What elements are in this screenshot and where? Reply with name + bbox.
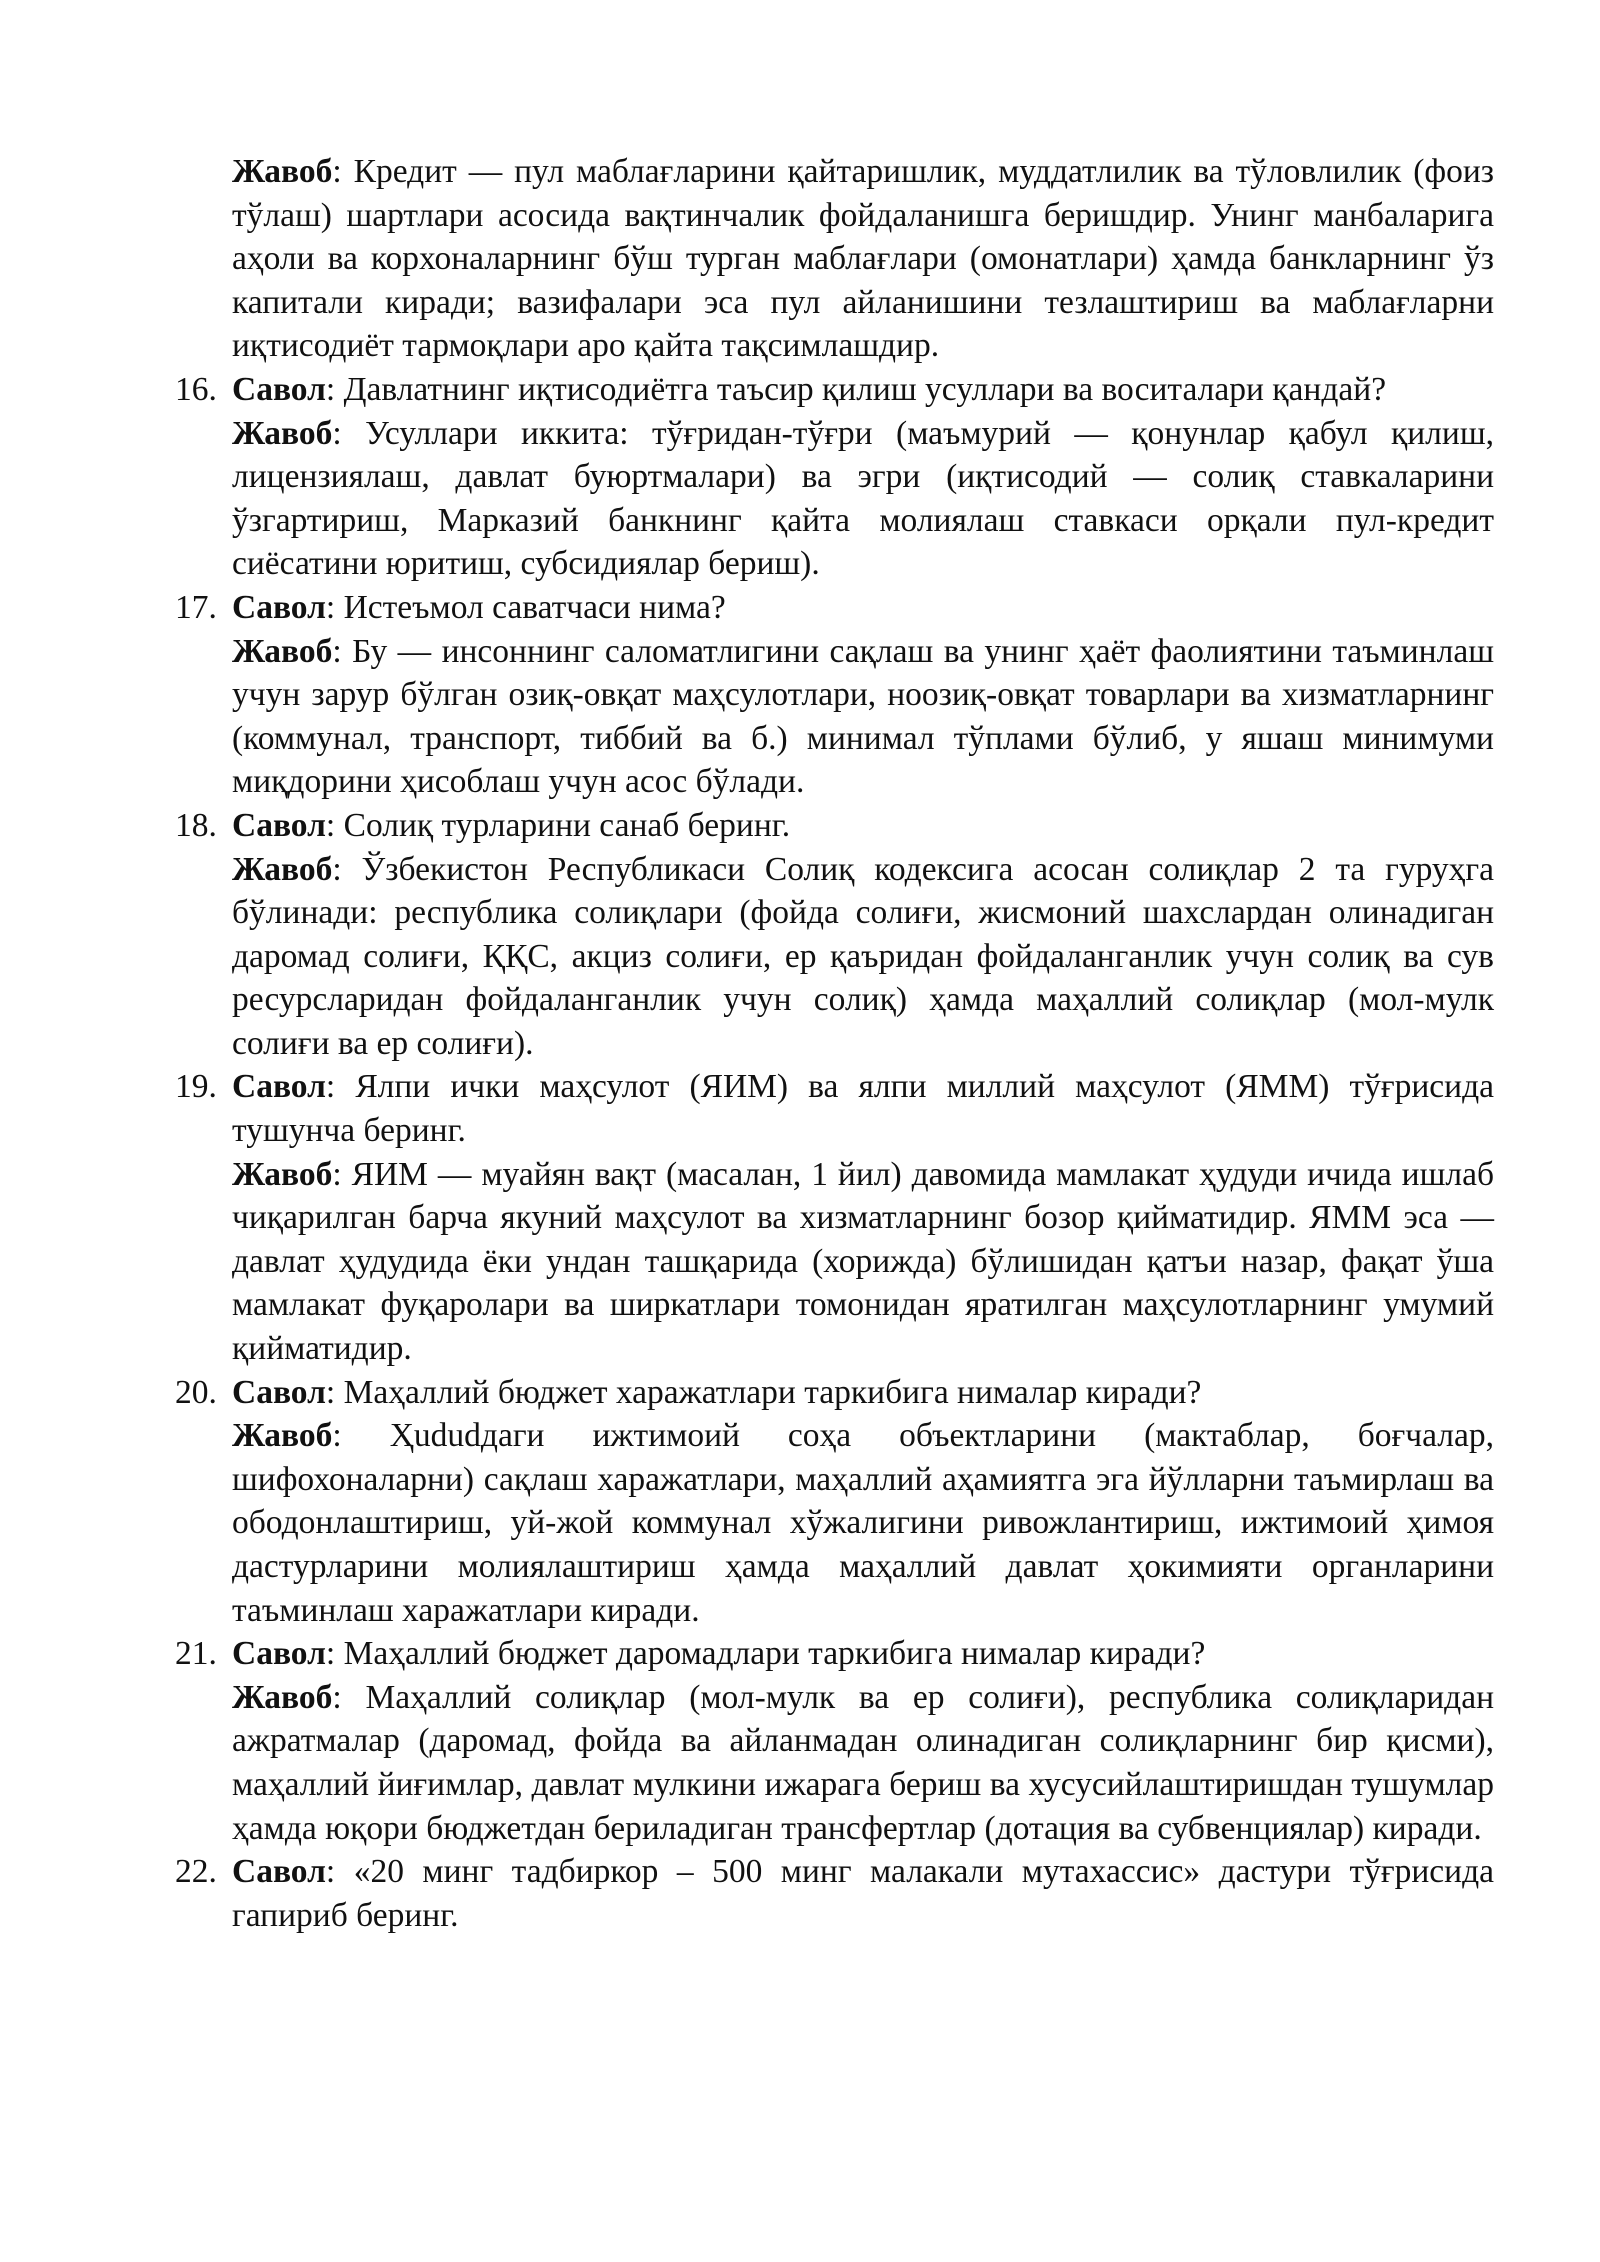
answer [232, 412, 1494, 586]
item-number: 17. [175, 588, 217, 626]
answer [232, 1676, 1494, 1850]
answer [232, 848, 1494, 1066]
question [232, 1065, 1494, 1152]
question [232, 1632, 1494, 1676]
question [232, 586, 1494, 630]
item-number: 18. [175, 806, 217, 844]
answer [232, 1153, 1494, 1371]
item-number: 20. [175, 1373, 217, 1411]
qa-item [175, 1371, 1494, 1633]
question [232, 1850, 1494, 1937]
item-number: 16. [175, 370, 217, 408]
answer-label: Жавоб [232, 153, 333, 190]
item-number: 19. [175, 1068, 217, 1106]
qa-item [175, 368, 1494, 586]
question-label: Савол [232, 370, 326, 408]
answer-label: Жавоб [232, 414, 333, 452]
question-text: : Солиқ турларини санаб беринг. [325, 806, 791, 844]
qa-list [175, 368, 1494, 1937]
answer-label: Жавоб [232, 1417, 333, 1455]
qa-item [175, 586, 1494, 804]
answer-text: : Ўзбекистон Республикаси Солиқ кодексига асосан солиқлар 2 та гуруҳга бўлинади: республика солиқлари (фойда солиғи, жисмоний шахслардан олинадиган даромад солиғи, ҚҚС, акциз солиғи, ер қаъридан фойдаланганлик учун солиқ ва сув ресурсларидан фойдаланганлик учун солиқ) ҳамда маҳаллий солиқлар (мол-мулк солиғи ва ер солиғи). [232, 850, 1494, 1062]
item-number: 21. [175, 1635, 217, 1673]
question-text: : «20 минг тадбиркор – 500 минг малакали мутахассис» дастури тўғрисида гапириб беринг. [232, 1853, 1494, 1934]
question [232, 368, 1494, 412]
question-text: : Истеъмол саватчаси нима? [325, 588, 726, 626]
question-label: Савол [232, 1635, 326, 1673]
answer-label: Жавоб [232, 850, 333, 888]
answer [232, 1414, 1494, 1632]
question-label: Савол [232, 1853, 326, 1891]
question [232, 1371, 1494, 1415]
answer-label: Жавоб [232, 1155, 333, 1193]
question-text: : Маҳаллий бюджет харажатлари таркибига нималар киради? [325, 1373, 1202, 1411]
question [232, 804, 1494, 848]
answer-text: : Кредит — пул маблағларини қайтаришлик, муддатлилик ва тўловлилик (фоиз тўлаш) шартлари асосида вақтинчалик фойдаланишга беришдир. Унинг манбаларига аҳоли ва корхоналарнинг бўш турган маблағлари (омонатлари) ҳамда банкларнинг ўз капитали киради; вазифалари эса пул айланишини тезлаштириш ва маблағларни иқтисодиёт тармоқлари аро қайта тақсимлашдир. [232, 153, 1494, 365]
item-number: 22. [175, 1853, 217, 1891]
qa-item [175, 804, 1494, 1066]
document-page [175, 150, 1494, 1937]
qa-item [175, 1850, 1494, 1937]
intro-answer [232, 150, 1494, 368]
question-label: Савол [232, 1373, 326, 1411]
qa-item [175, 1632, 1494, 1850]
question-label: Савол [232, 588, 326, 626]
answer-label: Жавоб [232, 632, 333, 670]
question-text: : Маҳаллий бюджет даромадлари таркибига нималар киради? [325, 1635, 1206, 1673]
answer-text: : ЯИМ — муайян вақт (масалан, 1 йил) давомида мамлакат ҳудуди ичида ишлаб чиқарилган барча якуний маҳсулот ва хизматларнинг бозор қийматидир. ЯММ эса — давлат ҳудудида ёки ундан ташқарида (хорижда) бўлишидан қатъи назар, фақат ўша мамлакат фуқаролари ва ширкатлари томонидан яратилган маҳсулотларнинг умумий қийматидир. [232, 1155, 1494, 1368]
answer-label: Жавоб [232, 1678, 333, 1716]
question-label: Савол [232, 1068, 326, 1106]
answer-text: : Бу — инсоннинг саломатлигини сақлаш ва унинг ҳаёт фаолиятини таъминлаш учун зарур бўлган озиқ-овқат маҳсулотлари, ноозиқ-овқат товарлари ва хизматларнинг (коммунал, транспорт, тиббий ва б.) минимал тўплами бўлиб, у яшаш минимуми миқдорини ҳисоблаш учун асос бўлади. [232, 632, 1494, 801]
answer-text: : Усуллари иккита: тўғридан-тўғри (маъмурий — қонунлар қабул қилиш, лицензиялаш, давлат буюртмалари) ва эгри (иқтисодий — солиқ ставкаларини ўзгартириш, Марказий банкнинг қайта молиялаш ставкаси орқали пул-кредит сиёсатини юритиш, субсидиялар бериш). [232, 414, 1494, 583]
answer-text: : Ҳududдаги ижтимоий соҳа объектларини (мактаблар, боғчалар, шифохоналарни) сақлаш харажатлари, маҳаллий аҳамиятга эга йўлларни таъмирлаш ва ободонлаштириш, уй-жой коммунал хўжалигини ривожлантириш, ижтимоий ҳимоя дастурларини молиялаштириш ҳамда маҳаллий давлат ҳокимияти органларини таъминлаш харажатлари киради. [232, 1417, 1494, 1629]
question-label: Савол [232, 806, 326, 844]
question-text: : Давлатнинг иқтисодиётга таъсир қилиш усуллари ва воситалари қандай? [325, 370, 1387, 408]
qa-item [175, 1065, 1494, 1370]
answer-text: : Маҳаллий солиқлар (мол-мулк ва ер солиғи), республика солиқларидан ажратмалар (даромад, фойда ва айланмадан олинадиган солиқларнинг бир қисми), маҳаллий йиғимлар, давлат мулкини ижарага бериш ва хусусийлаштиришдан тушумлар ҳамда юқори бюджетдан бериладиган трансфертлар (дотация ва субвенциялар) киради. [232, 1678, 1494, 1847]
question-text: : Ялпи ички маҳсулот (ЯИМ) ва ялпи миллий маҳсулот (ЯММ) тўғрисида тушунча беринг. [232, 1068, 1494, 1150]
answer [232, 630, 1494, 804]
